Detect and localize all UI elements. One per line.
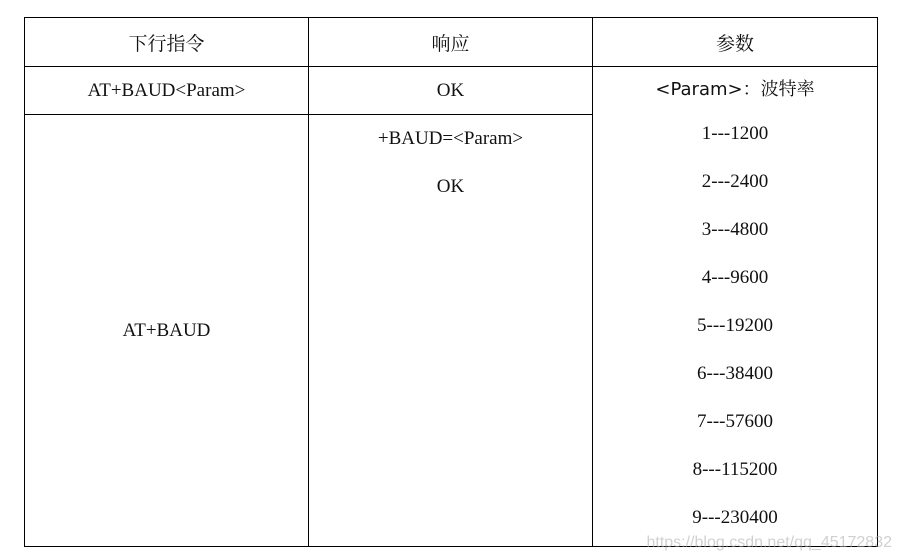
param-option: 9---230400 bbox=[692, 507, 778, 528]
param-option: 8---115200 bbox=[692, 459, 778, 480]
param-option: 5---19200 bbox=[697, 315, 773, 336]
response-line: +BAUD=<Param> bbox=[377, 128, 524, 149]
param-option: 4---9600 bbox=[701, 267, 769, 288]
response-cell: OK bbox=[309, 67, 593, 115]
header-response: 响应 bbox=[309, 18, 593, 67]
header-params: 参数 bbox=[593, 18, 878, 67]
param-option: 3---4800 bbox=[701, 219, 769, 240]
param-option: 6---38400 bbox=[697, 363, 773, 384]
response-line: OK bbox=[436, 176, 465, 197]
params-title: <Param>：波特率 bbox=[655, 79, 815, 100]
at-command-table bbox=[24, 17, 878, 547]
param-option: 1---1200 bbox=[701, 123, 769, 144]
params-cell bbox=[593, 67, 878, 547]
watermark: https://blog.csdn.net/qq_45172832 bbox=[646, 534, 892, 551]
param-option: 7---57600 bbox=[697, 411, 773, 432]
header-command: 下行指令 bbox=[25, 18, 309, 67]
response-cell bbox=[309, 115, 593, 547]
param-option: 2---2400 bbox=[701, 171, 769, 192]
command-cell: AT+BAUD bbox=[25, 115, 309, 547]
header-row bbox=[25, 18, 878, 67]
command-cell: AT+BAUD<Param> bbox=[25, 67, 309, 115]
table-row bbox=[25, 67, 878, 115]
